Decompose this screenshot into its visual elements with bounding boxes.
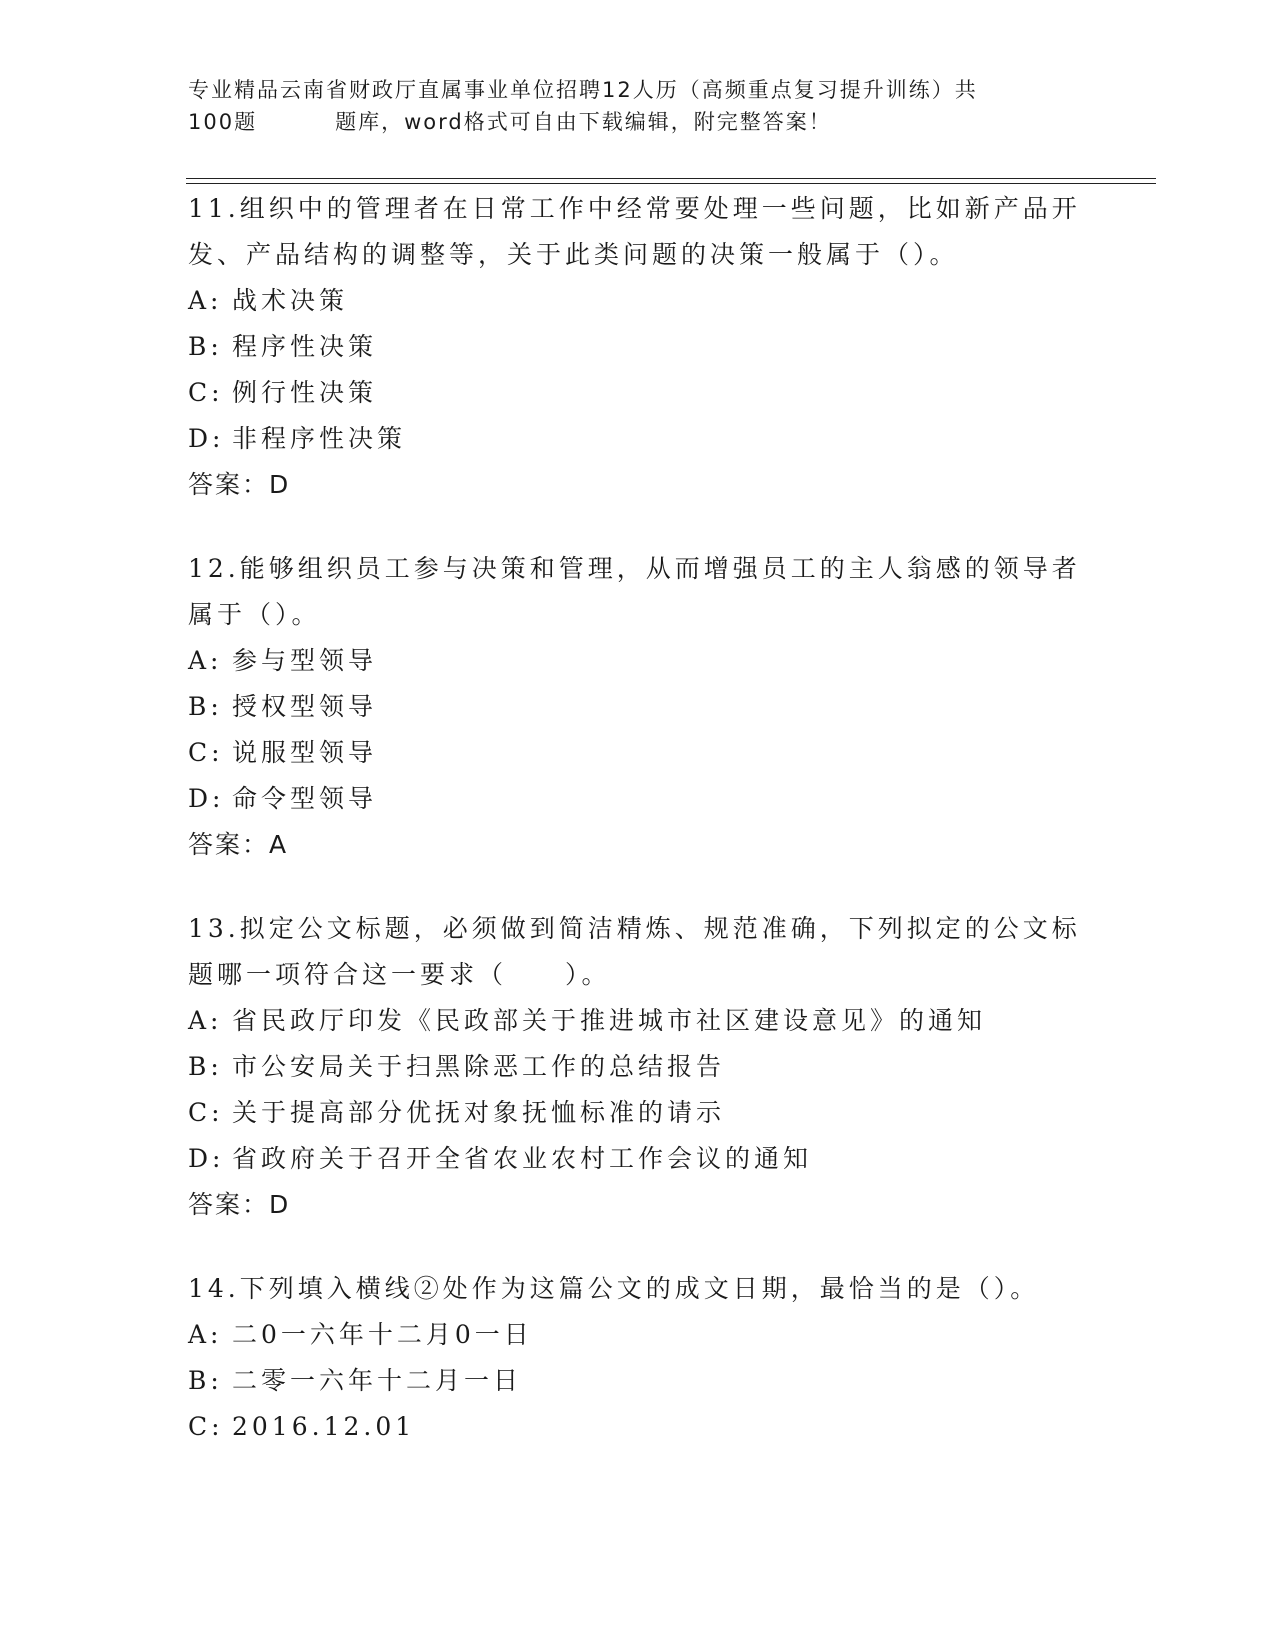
option-a: A: 战术决策 xyxy=(188,286,349,315)
header-description: 题库，word格式可自由下载编辑，附完整答案！ xyxy=(335,110,832,134)
header-divider-bottom xyxy=(186,183,1156,184)
question-12 xyxy=(188,546,1088,868)
option-a: A: 二0一六年十二月0一日 xyxy=(188,1320,533,1349)
question-14 xyxy=(188,1266,1088,1450)
option-a: A: 省民政厅印发《民政部关于推进城市社区建设意见》的通知 xyxy=(188,1006,987,1035)
option-c: C: 2016.12.01 xyxy=(188,1412,416,1441)
option-b: B: 二零一六年十二月一日 xyxy=(188,1366,523,1395)
option-c: C: 例行性决策 xyxy=(188,378,378,407)
question-text: 11.组织中的管理者在日常工作中经常要处理一些问题，比如新产品开发、产品结构的调整等，关于此类问题的决策一般属于（）。 xyxy=(188,194,1081,269)
header-line-2 xyxy=(188,106,1068,138)
option-c: C: 说服型领导 xyxy=(188,738,378,767)
option-b: B: 市公安局关于扫黑除恶工作的总结报告 xyxy=(188,1052,726,1081)
question-text: 12.能够组织员工参与决策和管理，从而增强员工的主人翁感的领导者属于（）。 xyxy=(188,554,1081,629)
option-d: D: 非程序性决策 xyxy=(188,424,407,453)
question-text: 14.下列填入横线②处作为这篇公文的成文日期，最恰当的是（）。 xyxy=(188,1274,1040,1303)
question-text: 13.拟定公文标题，必须做到简洁精炼、规范准确，下列拟定的公文标题哪一项符合这一要求（ ）。 xyxy=(188,914,1081,989)
option-d: D: 命令型领导 xyxy=(188,784,378,813)
answer: 答案：D xyxy=(188,1190,291,1219)
option-b: B: 授权型领导 xyxy=(188,692,378,721)
document-header xyxy=(188,74,1068,138)
answer: 答案：D xyxy=(188,470,291,499)
answer: 答案：A xyxy=(188,830,289,859)
option-b: B: 程序性决策 xyxy=(188,332,378,361)
header-count: 100题 xyxy=(188,110,258,134)
option-d: D: 省政府关于召开全省农业农村工作会议的通知 xyxy=(188,1144,813,1173)
header-divider-top xyxy=(186,178,1156,179)
header-line-1: 专业精品云南省财政厅直属事业单位招聘12人历（高频重点复习提升训练）共 xyxy=(188,78,978,102)
question-11 xyxy=(188,186,1088,508)
option-a: A: 参与型领导 xyxy=(188,646,378,675)
option-c: C: 关于提高部分优抚对象抚恤标准的请示 xyxy=(188,1098,726,1127)
question-13 xyxy=(188,906,1088,1228)
